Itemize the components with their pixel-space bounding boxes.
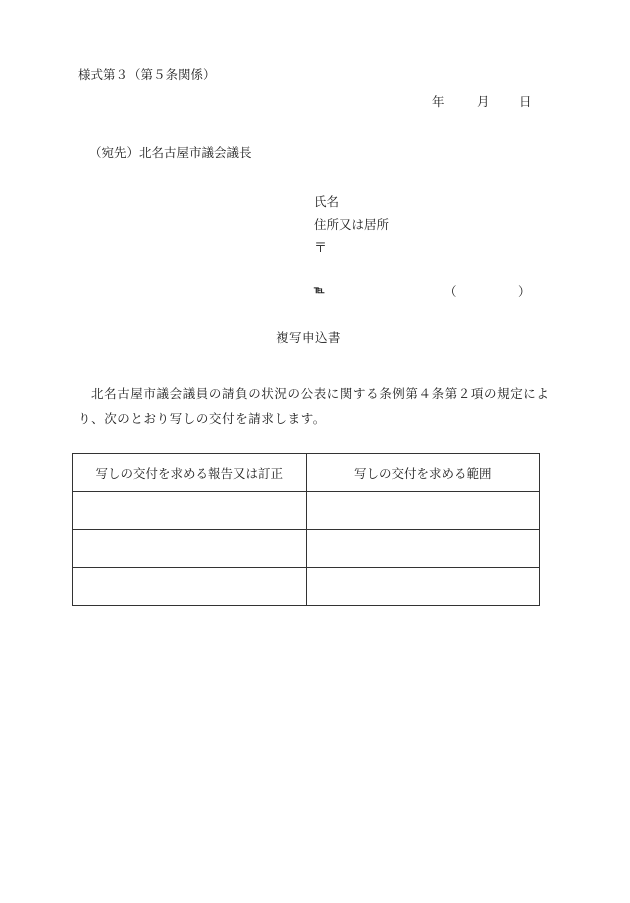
table-header-row	[73, 454, 540, 492]
tel-area-close-paren: ）	[518, 284, 531, 299]
document-title: 複写申込書	[276, 330, 342, 345]
date-year-label: 年	[432, 94, 445, 109]
table-cell[interactable]	[306, 530, 540, 568]
table-cell[interactable]	[73, 492, 307, 530]
header-scope: 写しの交付を求める範囲	[306, 454, 540, 492]
address-label: 住所又は居所	[314, 217, 390, 232]
header-report-or-correction: 写しの交付を求める報告又は訂正	[73, 454, 307, 492]
table-row	[73, 568, 540, 606]
addressee: （宛先）北名古屋市議会議長	[89, 145, 252, 160]
postal-symbol: 〒	[314, 241, 328, 256]
table-cell[interactable]	[306, 492, 540, 530]
copy-request-table	[72, 453, 540, 606]
request-statement: 北名古屋市議会議員の請負の状況の公表に関する条例第４条第２項の規定により、次のとおり写しの交付を請求します。	[78, 386, 550, 426]
date-day-label: 日	[519, 94, 532, 109]
form-number: 様式第３（第５条関係）	[78, 67, 216, 82]
tel-area-open-paren: （	[444, 284, 457, 299]
date-month-label: 月	[477, 94, 490, 109]
tel-label: ℡	[314, 285, 325, 296]
table-row	[73, 492, 540, 530]
table-cell[interactable]	[73, 530, 307, 568]
table-cell[interactable]	[306, 568, 540, 606]
table-cell[interactable]	[73, 568, 307, 606]
name-label: 氏名	[314, 194, 340, 209]
table-row	[73, 530, 540, 568]
